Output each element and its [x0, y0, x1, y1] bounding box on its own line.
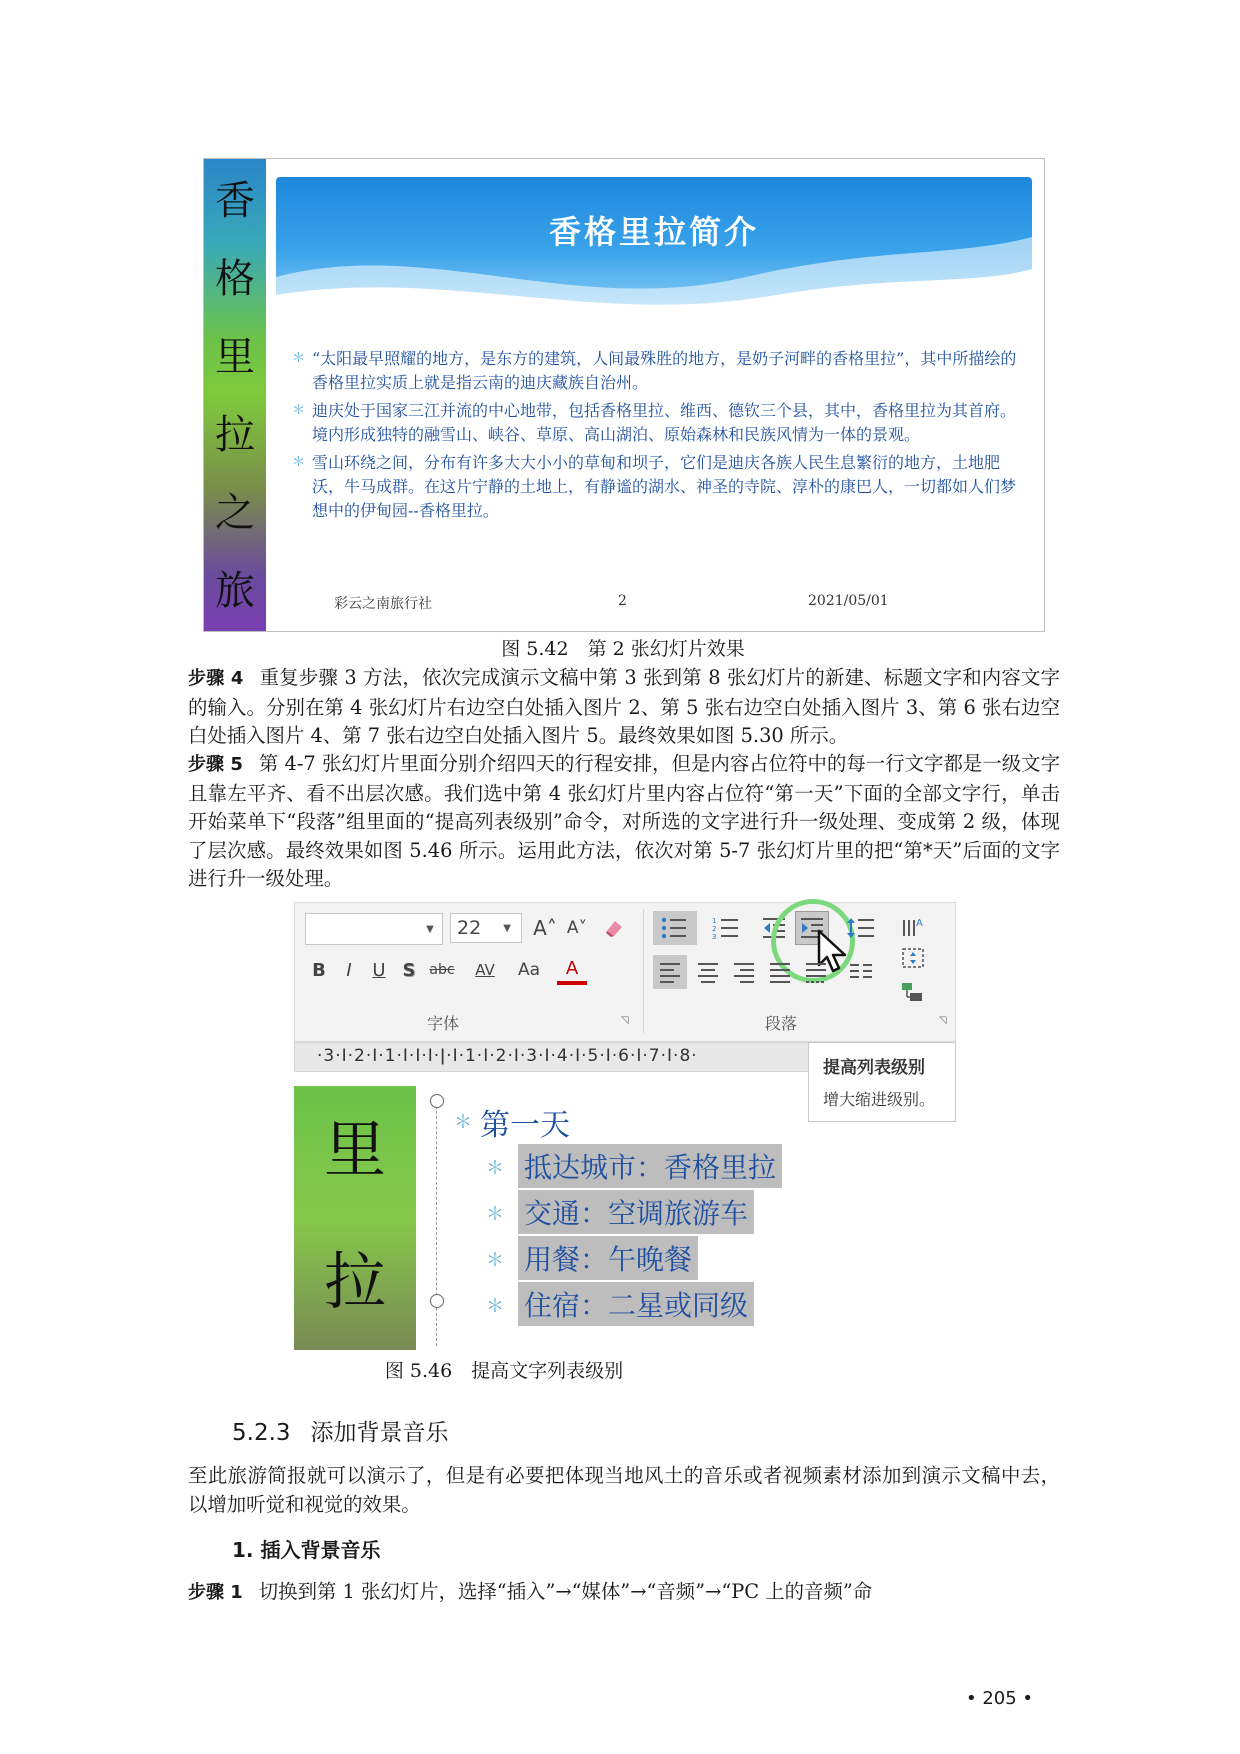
- section-heading: [232, 1414, 449, 1447]
- distributed-icon: [804, 961, 828, 983]
- line-spacing-button[interactable]: [841, 911, 881, 945]
- clear-format-button[interactable]: [601, 915, 627, 941]
- change-case-button[interactable]: Aa: [517, 960, 541, 980]
- tooltip-title: 提高列表级别: [823, 1058, 925, 1078]
- svg-text:3: 3: [712, 933, 717, 940]
- smartart-button[interactable]: [893, 977, 933, 1007]
- page-number: • 205 •: [966, 1688, 1034, 1709]
- section-title: 添加背景音乐: [310, 1420, 449, 1446]
- bullet-star-icon: ＊: [454, 1112, 472, 1133]
- intro-paragraph: 至此旅游简报就可以演示了，但是有必要把体现当地风土的音乐或者视频素材添加到演示文稿中去，以增加听觉和视觉的效果。: [188, 1464, 1060, 1516]
- eraser-icon: [603, 917, 625, 939]
- footer-slide-number: 2: [618, 593, 627, 609]
- ribbon-toolbar: [294, 902, 956, 1042]
- columns-button[interactable]: [841, 955, 881, 989]
- italic-button[interactable]: I: [346, 959, 352, 981]
- placeholder-border: [436, 1096, 438, 1346]
- step-text: 切换到第 1 张幻灯片，选择“插入”→“媒体”→“音频”→“PC 上的音频”命: [258, 1580, 873, 1603]
- side-char: 香: [215, 178, 255, 224]
- side-char: 拉: [323, 1245, 386, 1318]
- resize-handle[interactable]: [430, 1294, 444, 1308]
- sub-heading: 1. 插入背景音乐: [232, 1538, 381, 1562]
- step-5-paragraph: [188, 750, 1060, 894]
- bullet-star-icon: ＊: [486, 1250, 504, 1271]
- smartart-icon: [900, 980, 926, 1004]
- ruler[interactable]: [294, 1042, 826, 1072]
- list-item: [292, 451, 1022, 523]
- font-color-button[interactable]: A: [557, 955, 587, 985]
- side-char: 里: [323, 1113, 386, 1186]
- align-center-button[interactable]: [691, 955, 725, 989]
- columns-icon: [848, 961, 874, 983]
- tooltip: [808, 1042, 956, 1122]
- font-size-dropdown[interactable]: [450, 913, 522, 943]
- numbered-list-icon: [712, 916, 742, 940]
- figure-caption: 图 5.42 第 2 张幻灯片效果: [501, 638, 745, 660]
- align-text-button[interactable]: [893, 943, 933, 973]
- slide-title: 香格里拉简介: [548, 213, 759, 251]
- distribute-button[interactable]: [799, 955, 833, 989]
- footer-company: 彩云之南旅行社: [334, 596, 432, 612]
- bullet-text: 迪庆处于国家三江并流的中心地带，包括香格里拉、维西、德钦三个县，其中，香格里拉为其首府。境内形成独特的融雪山、峡谷、草原、高山湖泊、原始森林和民族风情为一体的景观。: [312, 401, 1017, 444]
- bullet-star-icon: ＊: [486, 1158, 504, 1179]
- text-direction-button[interactable]: [893, 911, 933, 941]
- justify-icon: [768, 961, 792, 983]
- line-spacing-icon: [846, 916, 876, 940]
- paragraph-group-label: 段落: [765, 1014, 798, 1033]
- shrink-font-button[interactable]: A˅: [566, 918, 588, 938]
- svg-text:1: 1: [712, 917, 717, 925]
- align-left-icon: [658, 961, 682, 983]
- step-label: 步骤 4: [188, 668, 244, 689]
- chevron-down-icon: ▼: [426, 923, 434, 935]
- step-label: 步骤 1: [188, 1582, 243, 1603]
- slide-side-bar: [204, 159, 266, 631]
- tooltip-description: 增大缩进级别。: [823, 1090, 936, 1109]
- level2-item[interactable]: 交通：空调旅游车: [518, 1190, 754, 1234]
- align-text-icon: [900, 946, 926, 970]
- slide-figure: [203, 158, 1045, 632]
- text-direction-icon: [900, 914, 926, 938]
- resize-handle[interactable]: [430, 1094, 444, 1108]
- strikethrough-button[interactable]: abc: [429, 962, 455, 978]
- bullet-star-icon: ＊: [292, 455, 306, 470]
- step-4-paragraph: [188, 664, 1060, 751]
- font-dialog-launcher-icon[interactable]: ◹: [621, 1015, 629, 1026]
- svg-text:A: A: [916, 918, 923, 929]
- char-spacing-button[interactable]: AV: [475, 961, 495, 979]
- side-char: 格: [215, 256, 255, 302]
- bullet-text: “太阳最早照耀的地方，是东方的建筑，人间最殊胜的地方，是奶子河畔的香格里拉”，其中所描绘的香格里拉实质上就是指云南的迪庆藏族自治州。: [312, 349, 1017, 392]
- figure-caption: 图 5.46 提高文字列表级别: [384, 1360, 624, 1382]
- font-size-value: 22: [457, 917, 482, 939]
- paragraph-dialog-launcher-icon[interactable]: ◹: [939, 1015, 947, 1026]
- level2-item[interactable]: 用餐：午晚餐: [518, 1236, 698, 1280]
- bullet-star-icon: ＊: [292, 351, 306, 366]
- justify-button[interactable]: [763, 955, 797, 989]
- underline-button[interactable]: U: [372, 959, 386, 981]
- align-right-icon: [732, 961, 756, 983]
- step-text: 第 4-7 张幻灯片里面分别介绍四天的行程安排，但是内容占位符中的每一行文字都是一级文字且靠左平齐、看不出层次感。我们选中第 4 张幻灯片里内容占位符“第一天”下面的全部文字行，单击开始菜单下“段落”组里面的“提高列表级别”命令，对所选的文字进行升一级处理、变成第 2 级，体现了层次感。最终效果如图 5.46 所示。运用此方法，依次对第 5-7 张幻灯片里的把“第*天”后面的文字进行升一级处理。: [188, 752, 1060, 890]
- bullets-button[interactable]: [653, 911, 697, 945]
- bullet-list-icon: [660, 916, 690, 940]
- side-char: 拉: [215, 412, 255, 458]
- group-divider: [643, 909, 644, 1033]
- level2-item[interactable]: 抵达城市：香格里拉: [518, 1144, 782, 1188]
- slide-side-bar: [294, 1086, 416, 1350]
- font-group-label: 字体: [427, 1014, 460, 1033]
- align-right-button[interactable]: [727, 955, 761, 989]
- font-name-dropdown[interactable]: [305, 913, 443, 945]
- shadow-button[interactable]: S: [402, 959, 416, 981]
- chevron-down-icon: ▼: [503, 922, 511, 934]
- list-item: [292, 347, 1022, 395]
- bullet-star-icon: ＊: [486, 1204, 504, 1225]
- list-item: [292, 399, 1022, 447]
- footer-date: 2021/05/01: [808, 593, 889, 609]
- step-text: 重复步骤 3 方法，依次完成演示文稿中第 3 张到第 8 张幻灯片的新建、标题文字和内容文字的输入。分别在第 4 张幻灯片右边空白处插入图片 2、第 5 张右边空白处插入图片 3、第 6 张右边空白处插入图片 4、第 7 张右边空白处插入图片 5。最终效果如图 5.30 所示。: [188, 666, 1060, 747]
- level2-item[interactable]: 住宿：二星或同级: [518, 1282, 754, 1326]
- bold-button[interactable]: B: [312, 959, 326, 981]
- ruler-scale: ·3·I·2·I·1·I·I·I·ǀ·I·1·I·2·I·3·I·4·I·5·I·6·I·7·I·8·: [317, 1046, 698, 1066]
- align-center-icon: [696, 961, 720, 983]
- bullet-text: 雪山环绕之间，分布有许多大大小小的草甸和坝子，它们是迪庆各族人民生息繁衍的地方，土地肥沃，牛马成群。在这片宁静的土地上，有静谧的湖水、神圣的寺院、淳朴的康巴人，一切都如人们梦想中的伊甸园--香格里拉。: [312, 453, 1017, 520]
- slide-bullet-list: [292, 347, 1022, 527]
- step-label: 步骤 5: [188, 754, 243, 775]
- numbering-button[interactable]: [705, 911, 749, 945]
- side-char: 旅: [215, 568, 255, 614]
- bullet-star-icon: ＊: [292, 403, 306, 418]
- step-1-paragraph: [188, 1578, 1060, 1608]
- side-char: 里: [215, 334, 255, 380]
- section-number: 5.2.3: [232, 1420, 291, 1446]
- grow-font-button[interactable]: A˄: [533, 916, 557, 940]
- align-left-button[interactable]: [653, 955, 687, 989]
- level1-text[interactable]: 第一天: [480, 1108, 570, 1143]
- svg-text:2: 2: [712, 925, 717, 933]
- side-char: 之: [215, 490, 255, 536]
- bullet-star-icon: ＊: [486, 1296, 504, 1317]
